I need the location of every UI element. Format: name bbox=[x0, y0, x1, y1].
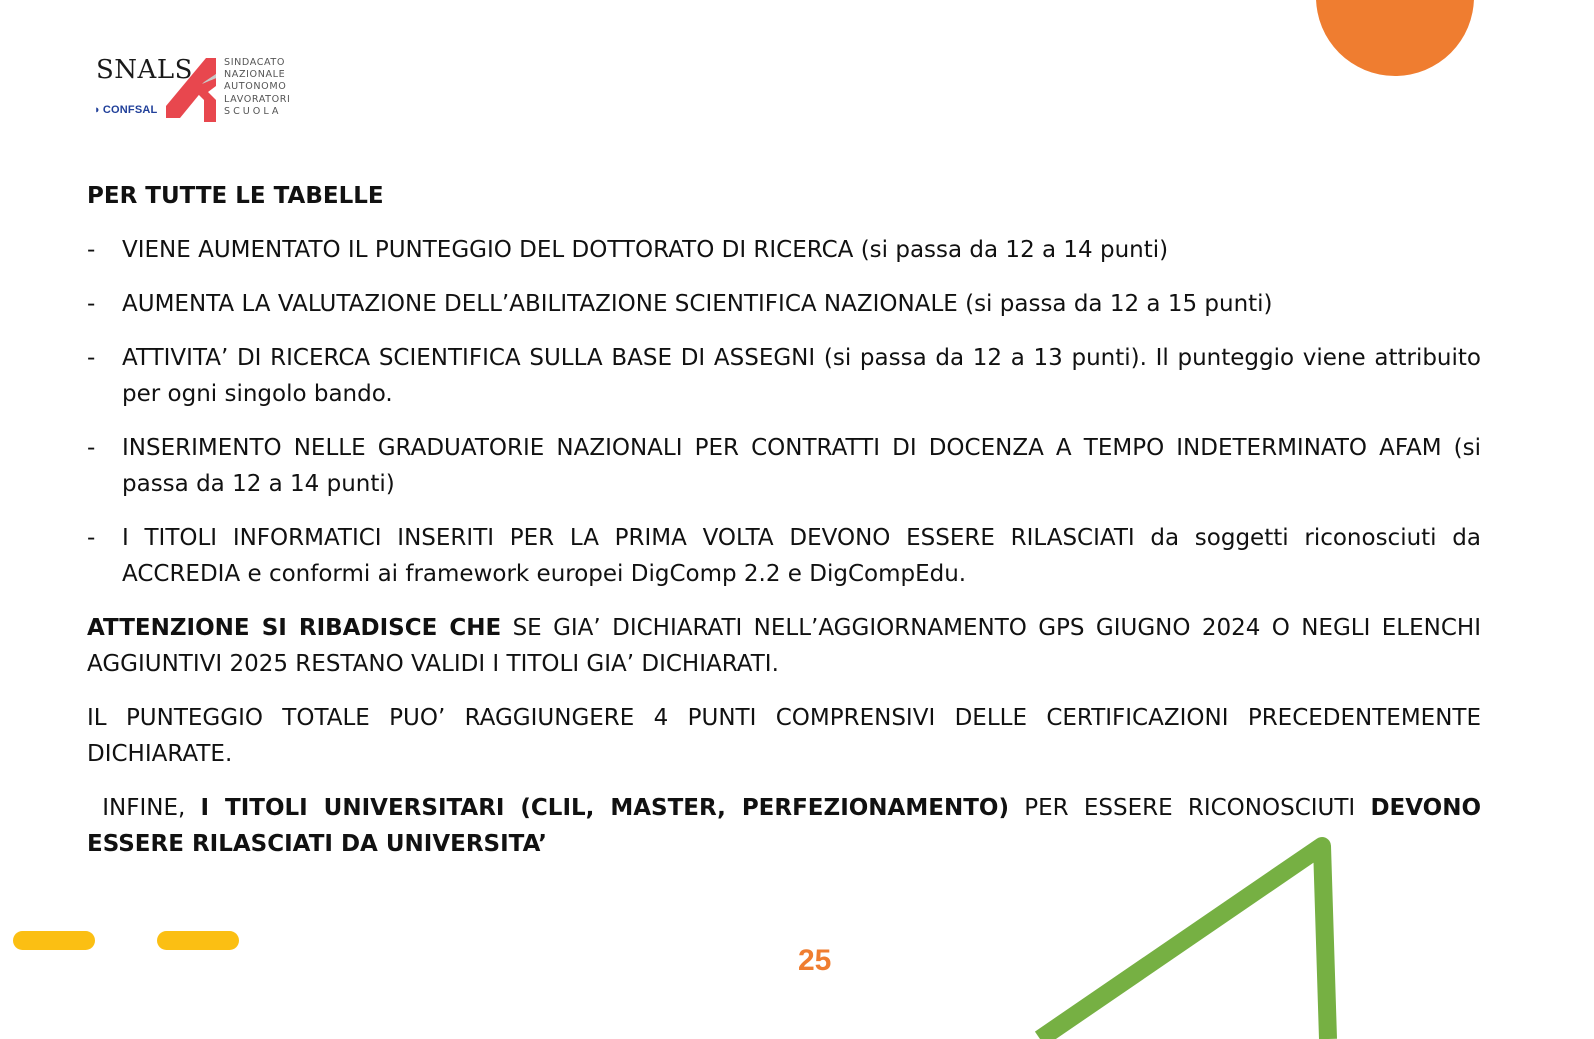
logo-subtitle-line: NAZIONALE bbox=[224, 69, 286, 81]
total-score-paragraph: IL PUNTEGGIO TOTALE PUO’ RAGGIUNGERE 4 PUNTI COMPRENSIVI DELLE CERTIFICAZIONI PRECEDENTEMENTE DICHIARATE. bbox=[87, 705, 1481, 767]
bullet-dash: - bbox=[87, 435, 96, 461]
logo-subtitle bbox=[224, 57, 290, 118]
list-item bbox=[87, 430, 1481, 502]
list-item bbox=[87, 520, 1481, 592]
section-heading: PER TUTTE LE TABELLE bbox=[87, 183, 384, 209]
bullet-dash: - bbox=[87, 291, 96, 317]
finally-bold-requirement: DEVONO ESSERE RILASCIATI DA UNIVERSITA’ bbox=[87, 795, 1490, 857]
logo-subtitle-line: SINDACATO bbox=[224, 57, 286, 68]
snals-confsal-logo bbox=[94, 52, 304, 126]
logo-subtitle-line: LAVORATORI bbox=[224, 93, 291, 105]
finally-paragraph bbox=[87, 790, 1490, 862]
changes-list bbox=[87, 232, 1481, 592]
finally-middle: PER ESSERE RICONOSCIUTI bbox=[1008, 795, 1371, 821]
logo-confsal-text: CONFSAL bbox=[102, 104, 158, 116]
attention-text: SE GIA’ DICHIARATI NELL’AGGIORNAMENTO GPS GIUGNO 2024 O NEGLI ELENCHI AGGIUNTIVI 2025 RESTANO VALIDI I TITOLI GIA’ DICHIARATI. bbox=[87, 615, 1481, 677]
list-item-text: INSERIMENTO NELLE GRADUATORIE NAZIONALI PER CONTRATTI DI DOCENZA A TEMPO INDETERMINATO AFAM (si passa da 12 a 14 punti) bbox=[122, 435, 1481, 497]
list-item-text: VIENE AUMENTATO IL PUNTEGGIO DEL DOTTORATO DI RICERCA (si passa da 12 a 14 punti) bbox=[122, 237, 1169, 263]
yellow-pill-decoration bbox=[13, 931, 95, 950]
logo-confsal bbox=[94, 104, 157, 116]
bullet-dash: - bbox=[87, 345, 96, 371]
list-item-text: AUMENTA LA VALUTAZIONE DELL’ABILITAZIONE SCIENTIFICA NAZIONALE (si passa da 12 a 15 punti) bbox=[122, 291, 1273, 317]
finally-bold-titles: I TITOLI UNIVERSITARI (CLIL, MASTER, PERFEZIONAMENTO) bbox=[200, 795, 1009, 821]
page-number: 25 bbox=[798, 944, 832, 977]
list-item bbox=[87, 286, 1481, 322]
attention-paragraph bbox=[87, 610, 1481, 682]
attention-bold: ATTENZIONE SI RIBADISCE CHE bbox=[87, 615, 502, 641]
logo-subtitle-line: SCUOLA bbox=[224, 105, 282, 117]
logo-snals-wordmark: SNALS bbox=[96, 55, 193, 85]
bullet-dash: - bbox=[87, 237, 96, 263]
confsal-mark-icon: ◗ bbox=[94, 104, 101, 116]
list-item bbox=[87, 232, 1481, 268]
finally-intro: INFINE, bbox=[87, 795, 201, 821]
bullet-dash: - bbox=[87, 525, 96, 551]
logo-red-mark-icon bbox=[166, 56, 222, 122]
list-item bbox=[87, 340, 1481, 412]
slide-body bbox=[87, 178, 1490, 880]
yellow-pill-decoration bbox=[157, 931, 239, 950]
logo-subtitle-line: AUTONOMO bbox=[224, 81, 287, 93]
list-item-text: I TITOLI INFORMATICI INSERITI PER LA PRIMA VOLTA DEVONO ESSERE RILASCIATI da soggetti riconosciuti da ACCREDIA e conformi ai framework europei DigComp 2.2 e DigCompEdu. bbox=[122, 525, 1481, 587]
list-item-text: ATTIVITA’ DI RICERCA SCIENTIFICA SULLA BASE DI ASSEGNI (si passa da 12 a 13 punti). Il punteggio viene attribuito per ogni singolo bando. bbox=[122, 345, 1481, 407]
